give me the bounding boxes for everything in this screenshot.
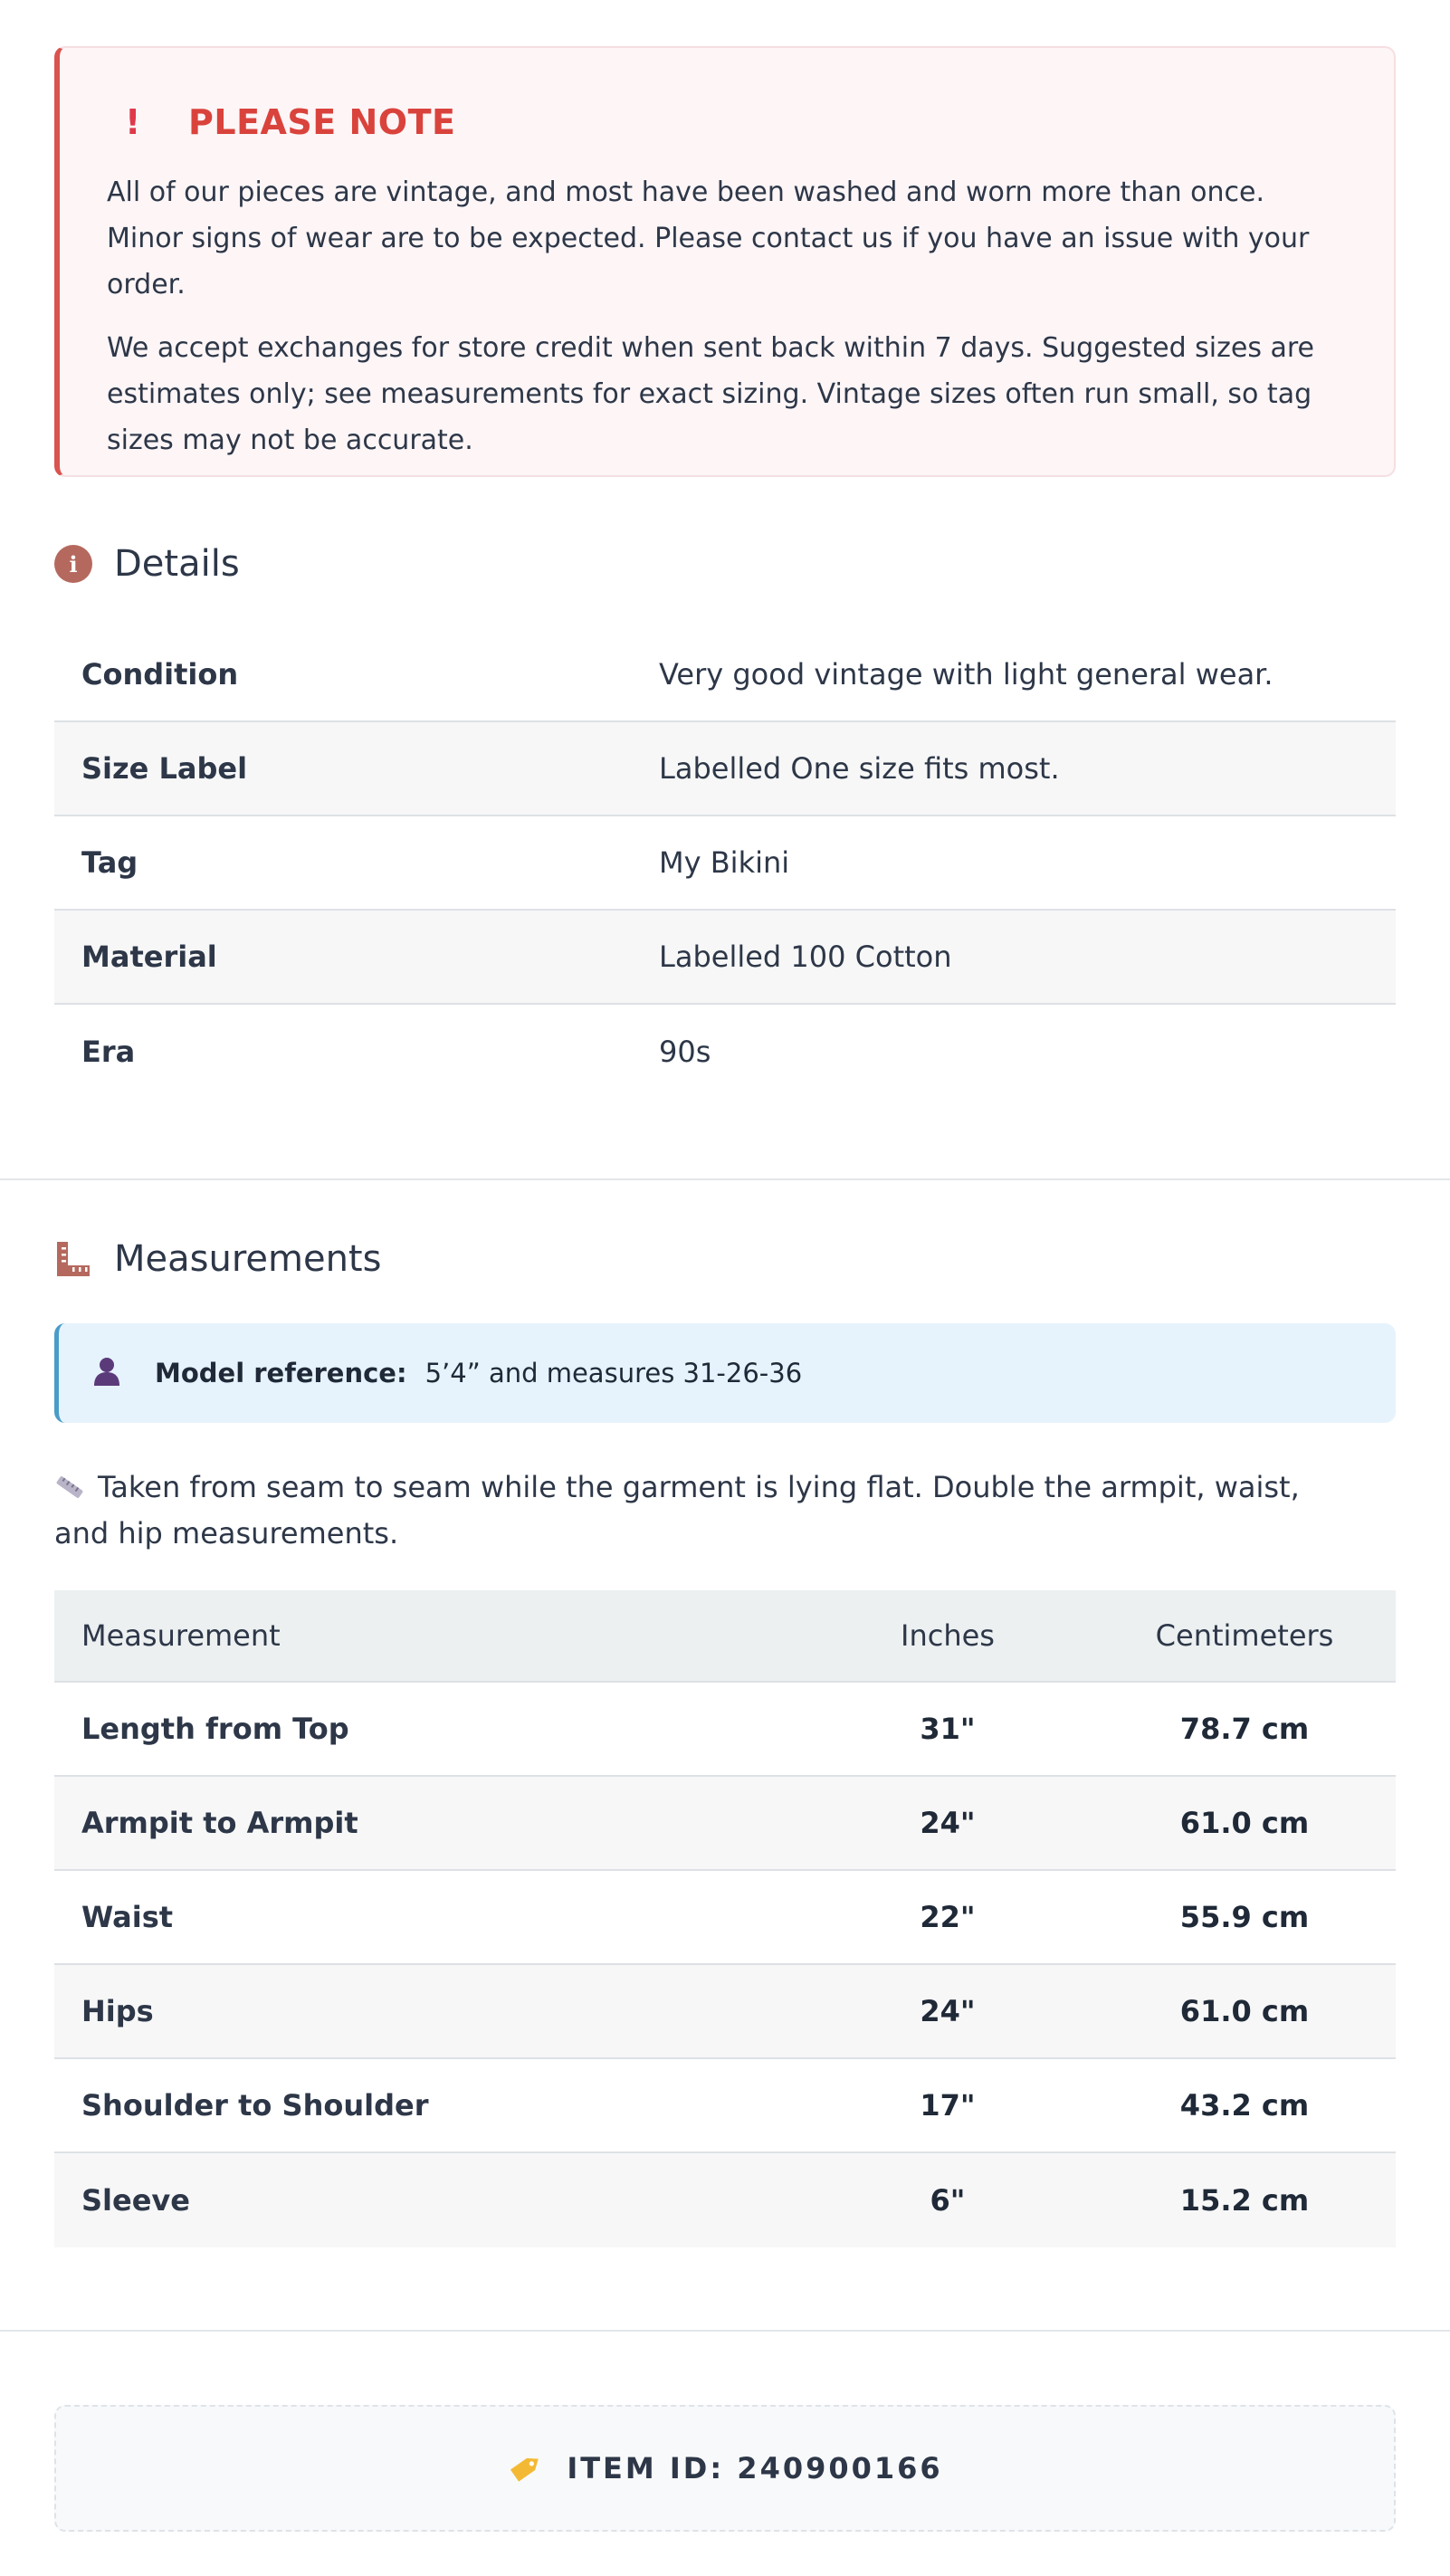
table-row [54, 1777, 1396, 1871]
table-row [54, 2059, 1396, 2153]
details-label: Era [81, 1035, 136, 1069]
person-icon [91, 1356, 122, 1390]
table-header-row [54, 1590, 1396, 1683]
header-inches: Inches [901, 1618, 995, 1653]
model-reference-box [54, 1323, 1396, 1423]
details-label: Size Label [81, 751, 248, 786]
measurements-title: Measurements [114, 1238, 382, 1280]
measurement-name: Length from Top [81, 1712, 349, 1746]
notice-title: PLEASE NOTE [188, 102, 456, 142]
section-divider [0, 2330, 1450, 2332]
details-title: Details [114, 543, 240, 585]
details-label: Material [81, 940, 217, 974]
details-row [54, 816, 1396, 911]
measurements-heading [54, 1236, 381, 1282]
notice-paragraph-1: All of our pieces are vintage, and most have been washed and worn more than once. Minor signs of wear are to be expected. Please contact us if you have an issue with your order. [107, 177, 1310, 301]
header-centimeters: Centimeters [1155, 1618, 1334, 1653]
measurement-cm: 78.7 cm [1179, 1712, 1310, 1746]
measurement-inches: 24" [920, 1994, 976, 2028]
measurement-inches: 17" [920, 2088, 976, 2123]
table-row [54, 1965, 1396, 2059]
measurement-inches: 6" [930, 2183, 966, 2218]
measurement-cm: 61.0 cm [1179, 1994, 1310, 2028]
measurement-note-text: Taken from seam to seam while the garment is lying flat. Double the armpit, waist, and hip measurements. [54, 1470, 1300, 1550]
details-row [54, 722, 1396, 816]
notice-header [107, 100, 1345, 144]
details-value: Labelled 100 Cotton [659, 940, 952, 974]
model-reference-value: 5’4” and measures 31-26-36 [425, 1358, 803, 1388]
measurement-cm: 15.2 cm [1179, 2183, 1310, 2218]
details-row [54, 628, 1396, 722]
measurement-name: Shoulder to Shoulder [81, 2088, 429, 2123]
model-reference-label: Model reference: [155, 1358, 407, 1388]
details-value: Labelled One size fits most. [659, 751, 1060, 786]
header-measurement: Measurement [81, 1618, 281, 1653]
details-label: Tag [81, 845, 138, 880]
info-icon: i [54, 545, 92, 583]
details-value: Very good vintage with light general wear. [659, 657, 1274, 692]
measurement-cm: 43.2 cm [1179, 2088, 1310, 2123]
table-row [54, 1871, 1396, 1965]
details-row [54, 911, 1396, 1005]
details-value: My Bikini [659, 845, 790, 880]
details-table [54, 628, 1396, 1099]
details-value: 90s [659, 1035, 711, 1069]
table-row [54, 1683, 1396, 1777]
ruler-note-icon [54, 1468, 85, 1495]
section-divider [0, 1178, 1450, 1180]
measurement-inches: 24" [920, 1806, 976, 1840]
please-note-banner [54, 46, 1396, 477]
exclamation-icon: ! [125, 102, 141, 142]
measurement-inches: 31" [920, 1712, 976, 1746]
measurement-note [54, 1465, 1358, 1557]
tag-icon [507, 2450, 543, 2486]
measurements-table [54, 1590, 1396, 2247]
ruler-icon [54, 1240, 92, 1278]
notice-paragraph-2: We accept exchanges for store credit when sent back within 7 days. Suggested sizes are estimates only; see measurements for exact sizing. Vintage sizes often run small, so tag sizes may not be accurate. [107, 332, 1315, 456]
details-row [54, 1005, 1396, 1099]
item-id-text: ITEM ID: 240900166 [567, 2451, 943, 2485]
measurement-name: Armpit to Armpit [81, 1806, 358, 1840]
measurement-name: Sleeve [81, 2183, 190, 2218]
measurement-name: Hips [81, 1994, 154, 2028]
details-heading [54, 541, 240, 587]
details-label: Condition [81, 657, 239, 692]
table-row [54, 2153, 1396, 2247]
measurement-cm: 61.0 cm [1179, 1806, 1310, 1840]
measurement-name: Waist [81, 1900, 174, 1934]
item-id-box [54, 2405, 1396, 2532]
measurement-inches: 22" [920, 1900, 976, 1934]
measurement-cm: 55.9 cm [1179, 1900, 1310, 1934]
